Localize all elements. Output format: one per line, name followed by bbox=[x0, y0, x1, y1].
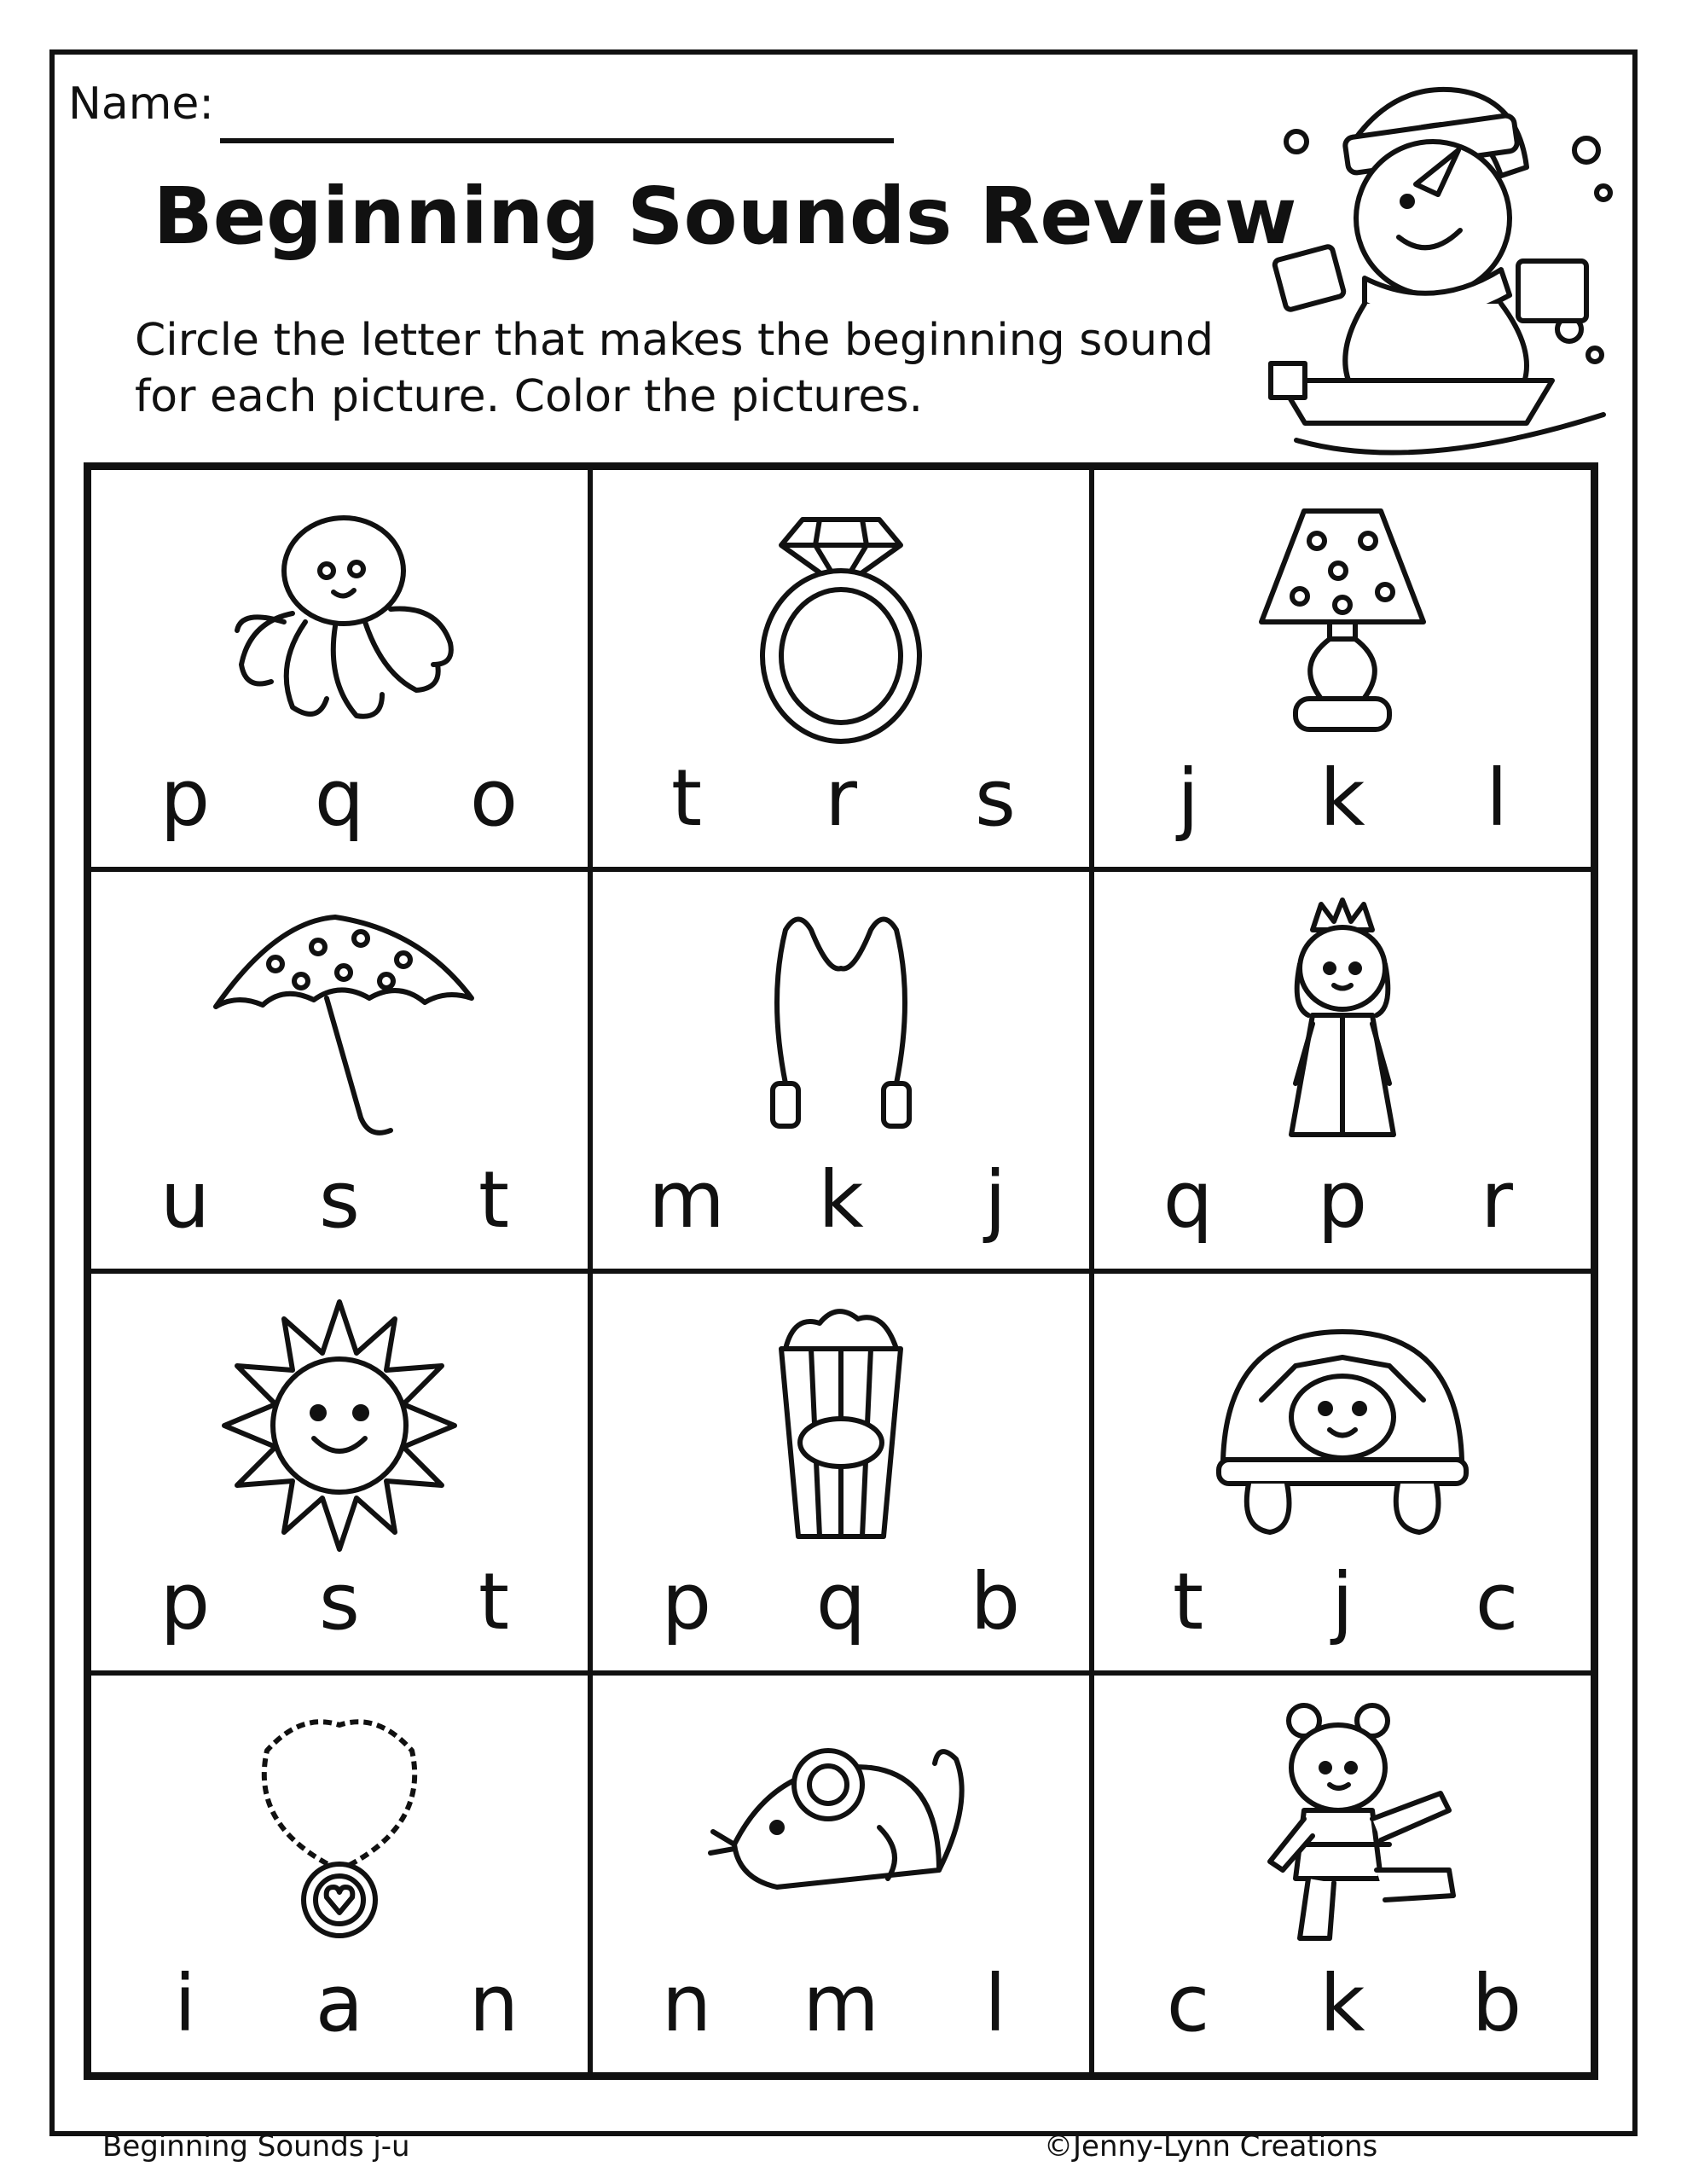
letter-choice[interactable]: t bbox=[478, 1556, 510, 1647]
letter-choices bbox=[142, 1958, 536, 2049]
necklace-icon bbox=[199, 1699, 480, 1955]
letter-choice[interactable]: t bbox=[670, 752, 703, 844]
letter-choice[interactable]: p bbox=[159, 752, 211, 844]
cell-jump-rope bbox=[590, 869, 1092, 1271]
letter-choice[interactable]: t bbox=[478, 1154, 510, 1246]
letter-choice[interactable]: l bbox=[984, 1958, 1006, 2049]
cell-queen bbox=[1092, 869, 1593, 1271]
letter-choices bbox=[142, 1154, 536, 1246]
name-label: Name: bbox=[68, 78, 214, 130]
instructions-line-2: for each picture. Color the pictures. bbox=[135, 371, 924, 422]
letter-choice[interactable]: k bbox=[1319, 752, 1365, 844]
letter-choices bbox=[1145, 1958, 1539, 2049]
letter-choice[interactable]: c bbox=[1475, 1556, 1519, 1647]
cell-umbrella bbox=[89, 869, 590, 1271]
letter-choice[interactable]: s bbox=[319, 1154, 360, 1246]
snowman-sled-icon bbox=[1245, 48, 1629, 483]
letter-choices bbox=[644, 1154, 1038, 1246]
letter-choice[interactable]: n bbox=[661, 1958, 712, 2049]
cell-lamp bbox=[1092, 468, 1593, 869]
karate-kid-icon bbox=[1202, 1699, 1483, 1955]
letter-choices bbox=[142, 752, 536, 844]
lamp-icon bbox=[1202, 494, 1483, 750]
letter-choice[interactable]: k bbox=[818, 1154, 864, 1246]
cell-octopus bbox=[89, 468, 590, 869]
letter-choices bbox=[644, 752, 1038, 844]
letter-choice[interactable]: u bbox=[159, 1154, 211, 1246]
letter-choice[interactable]: m bbox=[648, 1154, 725, 1246]
letter-choice[interactable]: b bbox=[1471, 1958, 1522, 2049]
mouse-icon bbox=[700, 1699, 982, 1955]
jump-rope-icon bbox=[700, 896, 982, 1152]
letter-choice[interactable]: j bbox=[1331, 1556, 1354, 1647]
picture-grid bbox=[84, 462, 1598, 2080]
umbrella-icon bbox=[199, 896, 480, 1152]
letter-choice[interactable]: q bbox=[1162, 1154, 1214, 1246]
letter-choice[interactable]: m bbox=[803, 1958, 879, 2049]
footer-left: Beginning Sounds j-u bbox=[102, 2129, 410, 2164]
popcorn-icon bbox=[700, 1298, 982, 1554]
letter-choice[interactable]: a bbox=[315, 1958, 364, 2049]
octopus-icon bbox=[199, 494, 480, 750]
cell-turtle bbox=[1092, 1271, 1593, 1673]
cell-mouse bbox=[590, 1673, 1092, 2075]
turtle-icon bbox=[1202, 1298, 1483, 1554]
footer-right: ©Jenny-Lynn Creations bbox=[1044, 2129, 1378, 2164]
letter-choice[interactable]: j bbox=[1177, 752, 1199, 844]
letter-choice[interactable]: t bbox=[1172, 1556, 1204, 1647]
letter-choice[interactable]: n bbox=[468, 1958, 519, 2049]
instructions bbox=[135, 312, 1244, 425]
letter-choices bbox=[1145, 1556, 1539, 1647]
letter-choice[interactable]: q bbox=[314, 752, 365, 844]
letter-choices bbox=[1145, 1154, 1539, 1246]
letter-choices bbox=[644, 1958, 1038, 2049]
letter-choice[interactable]: q bbox=[815, 1556, 867, 1647]
letter-choice[interactable]: s bbox=[319, 1556, 360, 1647]
sun-icon bbox=[199, 1298, 480, 1554]
letter-choice[interactable]: l bbox=[1486, 752, 1508, 844]
letter-choice[interactable]: p bbox=[661, 1556, 712, 1647]
letter-choice[interactable]: s bbox=[975, 752, 1016, 844]
cell-karate-kid bbox=[1092, 1673, 1593, 2075]
letter-choice[interactable]: p bbox=[1317, 1154, 1368, 1246]
cell-ring bbox=[590, 468, 1092, 869]
queen-icon bbox=[1202, 896, 1483, 1152]
letter-choices bbox=[644, 1556, 1038, 1647]
cell-necklace bbox=[89, 1673, 590, 2075]
ring-icon bbox=[700, 494, 982, 750]
letter-choice[interactable]: o bbox=[469, 752, 519, 844]
letter-choice[interactable]: r bbox=[825, 752, 857, 844]
letter-choices bbox=[142, 1556, 536, 1647]
page-title: Beginning Sounds Review bbox=[153, 171, 1297, 262]
letter-choices bbox=[1145, 752, 1539, 844]
letter-choice[interactable]: c bbox=[1166, 1958, 1210, 2049]
letter-choice[interactable]: k bbox=[1319, 1958, 1365, 2049]
instructions-line-1: Circle the letter that makes the beginning sound bbox=[135, 315, 1215, 366]
letter-choice[interactable]: i bbox=[174, 1958, 196, 2049]
letter-choice[interactable]: j bbox=[984, 1154, 1006, 1246]
cell-popcorn bbox=[590, 1271, 1092, 1673]
letter-choice[interactable]: b bbox=[970, 1556, 1021, 1647]
name-field[interactable] bbox=[220, 138, 894, 143]
letter-choice[interactable]: r bbox=[1481, 1154, 1513, 1246]
cell-sun bbox=[89, 1271, 590, 1673]
letter-choice[interactable]: p bbox=[159, 1556, 211, 1647]
